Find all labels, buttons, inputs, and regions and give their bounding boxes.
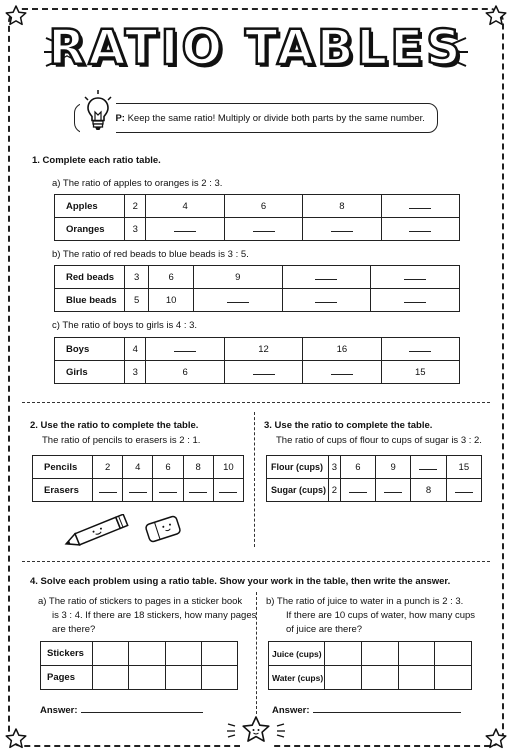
answer-blank[interactable]: [153, 479, 183, 502]
table-row: [55, 195, 460, 218]
work-cell[interactable]: [361, 642, 398, 666]
row-label: Stickers: [41, 642, 93, 666]
star-icon: [4, 727, 28, 751]
q4a-prompt-line2: is 3 : 4. If there are 18 stickers, how many pages: [52, 610, 257, 621]
row-label: Sugar (cups): [267, 479, 329, 502]
q4b-prompt-line3: of juice are there?: [286, 624, 363, 635]
table-row: [33, 479, 244, 502]
work-cell[interactable]: [129, 666, 165, 690]
answer-blank[interactable]: [303, 218, 381, 241]
row-label: Flour (cups): [267, 456, 329, 479]
star-icon: [484, 727, 508, 751]
table-row: [267, 479, 482, 502]
table-cell: 9: [193, 266, 282, 289]
work-cell[interactable]: [325, 666, 362, 690]
q4b-table: [268, 641, 472, 690]
table-cell: 12: [224, 338, 302, 361]
answer-blank[interactable]: [303, 361, 381, 384]
answer-blank[interactable]: [193, 289, 282, 312]
answer-blank[interactable]: [411, 456, 446, 479]
answer-blank[interactable]: [213, 479, 243, 502]
column-divider: [254, 412, 255, 547]
table-row: [55, 361, 460, 384]
pencil-icon: [62, 514, 134, 550]
q3-table: [266, 455, 482, 502]
row-label: Pencils: [33, 456, 93, 479]
q4b-answer[interactable]: [272, 704, 461, 716]
q1-heading: 1. Complete each ratio table.: [32, 155, 161, 166]
q4a-answer[interactable]: [40, 704, 203, 716]
table-row: [41, 666, 238, 690]
row-label: Pages: [41, 666, 93, 690]
sparkle-icon: [226, 722, 236, 738]
work-cell[interactable]: [93, 666, 129, 690]
work-cell[interactable]: [201, 642, 237, 666]
work-cell[interactable]: [361, 666, 398, 690]
table-cell: 6: [146, 361, 224, 384]
work-cell[interactable]: [201, 666, 237, 690]
table-cell: 3: [125, 266, 149, 289]
table-cell: 4: [125, 338, 146, 361]
work-cell[interactable]: [325, 642, 362, 666]
q3-heading: 3. Use the ratio to complete the table.: [264, 420, 433, 431]
q3-prompt: The ratio of cups of flour to cups of sugar is 3 : 2.: [276, 435, 482, 446]
q4a-prompt-line3: are there?: [52, 624, 96, 635]
table-cell: 6: [224, 195, 302, 218]
table-cell: 10: [213, 456, 243, 479]
q4b-prompt-line1: b) The ratio of juice to water in a punch is 2 : 3.: [266, 596, 464, 607]
table-cell: 15: [446, 456, 481, 479]
answer-blank[interactable]: [376, 479, 411, 502]
q1b-prompt: b) The ratio of red beads to blue beads is 3 : 5.: [52, 249, 249, 260]
answer-blank[interactable]: [224, 218, 302, 241]
work-cell[interactable]: [93, 642, 129, 666]
table-cell: 10: [149, 289, 194, 312]
row-label: Red beads: [55, 266, 125, 289]
answer-blank[interactable]: [282, 289, 371, 312]
q2-table: [32, 455, 244, 502]
table-cell: 9: [376, 456, 411, 479]
table-cell: 6: [153, 456, 183, 479]
q1a-table: [54, 194, 460, 241]
table-cell: 2: [93, 456, 123, 479]
table-row: [55, 338, 460, 361]
answer-blank[interactable]: [371, 289, 460, 312]
q4a-prompt-line1: a) The ratio of stickers to pages in a sticker book: [38, 596, 243, 607]
answer-blank[interactable]: [146, 338, 224, 361]
row-label: Erasers: [33, 479, 93, 502]
work-cell[interactable]: [435, 666, 472, 690]
table-cell: 6: [149, 266, 194, 289]
answer-blank[interactable]: [340, 479, 375, 502]
page-title: RATIO TABLES: [48, 20, 464, 76]
table-cell: 15: [381, 361, 459, 384]
q1a-prompt: a) The ratio of apples to oranges is 2 : 3.: [52, 178, 223, 189]
table-cell: 6: [340, 456, 375, 479]
table-row: [33, 456, 244, 479]
table-cell: 3: [125, 361, 146, 384]
answer-blank[interactable]: [224, 361, 302, 384]
table-row: [55, 289, 460, 312]
table-cell: 8: [303, 195, 381, 218]
section-divider: [22, 402, 490, 403]
q2-heading: 2. Use the ratio to complete the table.: [30, 420, 199, 431]
eraser-icon: [142, 512, 184, 546]
table-cell: 4: [146, 195, 224, 218]
q1b-table: [54, 265, 460, 312]
answer-label: Answer:: [40, 705, 78, 716]
q4-heading: 4. Solve each problem using a ratio table. Show your work in the table, then write the answer.: [30, 576, 451, 587]
answer-blank[interactable]: [282, 266, 371, 289]
row-label: Apples: [55, 195, 125, 218]
tip-text: Keep the same ratio! Multiply or divide both parts by the same number.: [127, 113, 425, 124]
answer-blank[interactable]: [123, 479, 153, 502]
lightbulb-icon: [80, 88, 116, 134]
q2-prompt: The ratio of pencils to erasers is 2 : 1.: [42, 435, 201, 446]
work-cell[interactable]: [398, 666, 435, 690]
work-cell[interactable]: [165, 642, 201, 666]
table-row: [41, 642, 238, 666]
table-cell: 3: [329, 456, 341, 479]
section-divider: [22, 561, 490, 562]
table-row: [269, 666, 472, 690]
row-label: Juice (cups): [269, 642, 325, 666]
sparkle-icon: [276, 722, 286, 738]
answer-blank[interactable]: [381, 338, 459, 361]
row-label: Boys: [55, 338, 125, 361]
table-cell: 5: [125, 289, 149, 312]
q1c-table: [54, 337, 460, 384]
work-cell[interactable]: [165, 666, 201, 690]
tip-box: [74, 103, 438, 133]
row-label: Oranges: [55, 218, 125, 241]
row-label: Girls: [55, 361, 125, 384]
table-row: [55, 218, 460, 241]
work-cell[interactable]: [129, 642, 165, 666]
answer-blank[interactable]: [146, 218, 224, 241]
work-cell[interactable]: [398, 642, 435, 666]
answer-blank[interactable]: [183, 479, 213, 502]
answer-blank[interactable]: [446, 479, 481, 502]
table-cell: 4: [123, 456, 153, 479]
table-row: [267, 456, 482, 479]
table-row: [269, 642, 472, 666]
answer-blank[interactable]: [381, 195, 459, 218]
table-row: [55, 266, 460, 289]
answer-label: Answer:: [272, 705, 310, 716]
q4b-prompt-line2: If there are 10 cups of water, how many cups: [286, 610, 476, 621]
table-cell: 16: [303, 338, 381, 361]
work-cell[interactable]: [435, 642, 472, 666]
table-cell: 8: [411, 479, 446, 502]
table-cell: 2: [329, 479, 341, 502]
answer-blank[interactable]: [371, 266, 460, 289]
answer-blank[interactable]: [93, 479, 123, 502]
table-cell: 8: [183, 456, 213, 479]
answer-blank[interactable]: [381, 218, 459, 241]
q1c-prompt: c) The ratio of boys to girls is 4 : 3.: [52, 320, 198, 331]
table-cell: 3: [125, 218, 146, 241]
row-label: Water (cups): [269, 666, 325, 690]
table-cell: 2: [125, 195, 146, 218]
row-label: Blue beads: [55, 289, 125, 312]
smiling-star-icon: [240, 715, 272, 747]
tip-label: TIP:: [107, 113, 125, 124]
q4a-table: [40, 641, 238, 690]
